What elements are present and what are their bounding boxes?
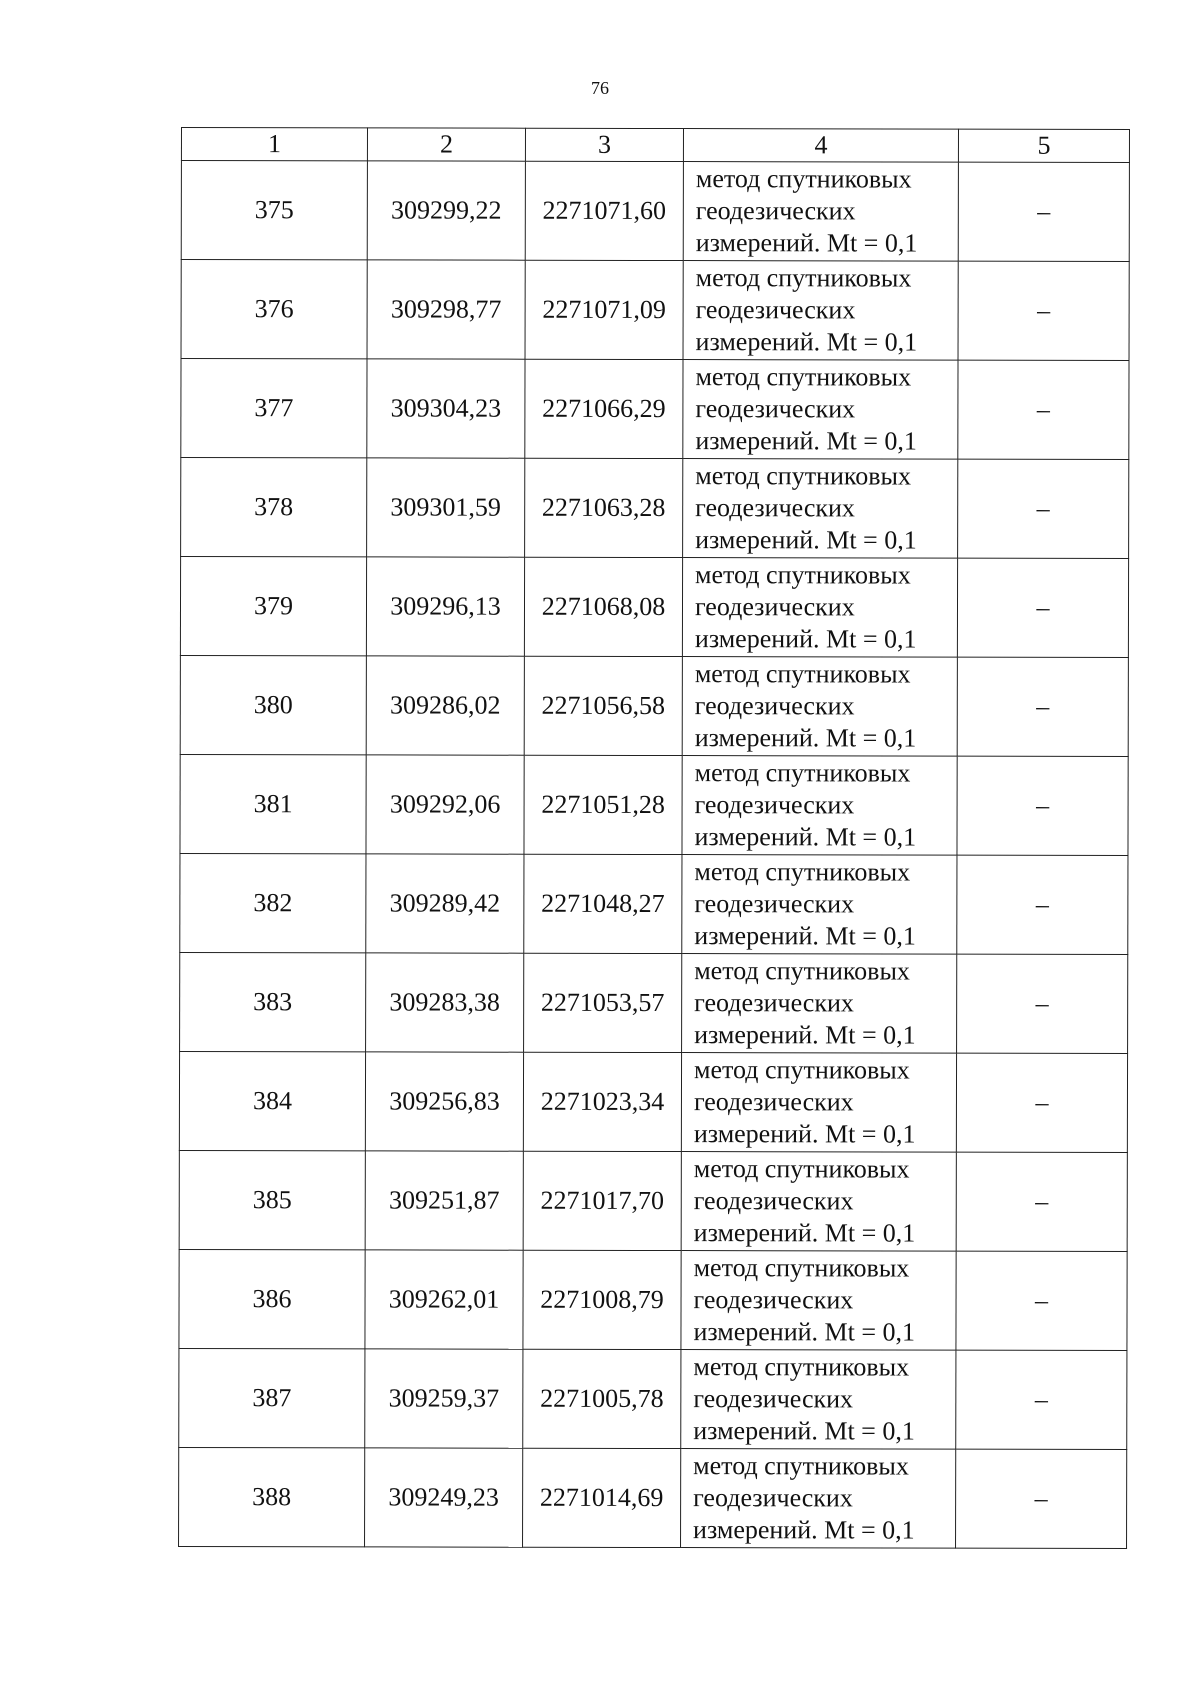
method-line: геодезических bbox=[694, 889, 855, 919]
method-line: измерений. Mt = 0,1 bbox=[693, 1119, 916, 1149]
note-cell: – bbox=[957, 855, 1128, 954]
y-coordinate-cell: 2271014,69 bbox=[523, 1448, 681, 1547]
y-coordinate-cell: 2271068,08 bbox=[524, 557, 682, 656]
header-cell-method: 4 bbox=[683, 129, 958, 163]
method-line: метод спутниковых bbox=[694, 857, 911, 887]
header-cell-y: 3 bbox=[525, 128, 683, 161]
note-cell: – bbox=[957, 756, 1128, 855]
note-cell: – bbox=[957, 558, 1128, 657]
y-coordinate-cell: 2271017,70 bbox=[523, 1151, 681, 1250]
x-coordinate-cell: 309296,13 bbox=[366, 557, 524, 656]
method-line: метод спутниковых bbox=[695, 362, 912, 392]
method-line: метод спутниковых bbox=[693, 1352, 910, 1382]
point-number-cell: 375 bbox=[181, 161, 367, 260]
method-cell bbox=[682, 855, 957, 955]
point-number-cell: 388 bbox=[179, 1447, 365, 1546]
method-line: измерений. Mt = 0,1 bbox=[695, 525, 917, 555]
table-row bbox=[181, 161, 1129, 262]
point-number-cell: 380 bbox=[180, 655, 366, 754]
y-coordinate-cell: 2271051,28 bbox=[524, 755, 682, 854]
table-header bbox=[181, 128, 1129, 163]
note-cell: – bbox=[958, 360, 1129, 459]
point-number-cell: 377 bbox=[181, 359, 367, 458]
method-line: метод спутниковых bbox=[695, 263, 912, 293]
method-line: измерений. Mt = 0,1 bbox=[693, 1317, 916, 1347]
method-line: метод спутниковых bbox=[693, 1253, 910, 1283]
table-row bbox=[180, 952, 1128, 1053]
method-cell bbox=[681, 1350, 956, 1450]
point-number-cell: 384 bbox=[179, 1051, 365, 1150]
method-cell bbox=[681, 1449, 956, 1549]
method-cell bbox=[681, 1053, 956, 1153]
note-cell: – bbox=[957, 954, 1128, 1053]
method-line: метод спутниковых bbox=[693, 1451, 909, 1481]
x-coordinate-cell: 309286,02 bbox=[366, 656, 524, 755]
method-line: метод спутниковых bbox=[695, 461, 912, 491]
table-row bbox=[180, 557, 1128, 658]
note-cell: – bbox=[956, 1449, 1127, 1548]
point-number-cell: 383 bbox=[180, 952, 366, 1051]
point-number-cell: 376 bbox=[181, 260, 367, 359]
x-coordinate-cell: 309301,59 bbox=[367, 458, 525, 557]
method-line: измерений. Mt = 0,1 bbox=[695, 327, 918, 357]
header-row bbox=[181, 128, 1129, 163]
method-cell bbox=[683, 360, 958, 460]
note-cell: – bbox=[956, 1251, 1127, 1350]
method-cell bbox=[682, 954, 957, 1054]
method-line: метод спутниковых bbox=[695, 164, 912, 194]
x-coordinate-cell: 309249,23 bbox=[365, 1448, 523, 1547]
method-cell bbox=[682, 558, 957, 658]
header-cell-x: 2 bbox=[367, 128, 525, 161]
y-coordinate-cell: 2271056,58 bbox=[524, 656, 682, 755]
method-line: геодезических bbox=[695, 394, 856, 424]
method-line: геодезических bbox=[695, 493, 855, 523]
method-cell bbox=[683, 261, 958, 361]
y-coordinate-cell: 2271066,29 bbox=[525, 359, 683, 458]
method-line: геодезических bbox=[694, 592, 855, 622]
x-coordinate-cell: 309251,87 bbox=[365, 1151, 523, 1250]
method-line: измерений. Mt = 0,1 bbox=[694, 723, 917, 753]
y-coordinate-cell: 2271071,09 bbox=[525, 260, 683, 359]
y-coordinate-cell: 2271071,60 bbox=[525, 161, 683, 260]
table-row bbox=[179, 1348, 1127, 1449]
method-line: метод спутниковых bbox=[694, 659, 911, 689]
table-row bbox=[179, 1051, 1127, 1152]
method-line: измерений. Mt = 0,1 bbox=[693, 1218, 916, 1248]
method-line: измерений. Mt = 0,1 bbox=[695, 426, 917, 456]
method-line: измерений. Mt = 0,1 bbox=[694, 921, 916, 951]
header-cell-note: 5 bbox=[958, 129, 1129, 162]
method-cell bbox=[682, 657, 957, 757]
table-row bbox=[179, 1150, 1127, 1251]
method-line: геодезических bbox=[695, 196, 856, 226]
method-cell bbox=[683, 162, 958, 262]
x-coordinate-cell: 309256,83 bbox=[365, 1052, 523, 1151]
x-coordinate-cell: 309289,42 bbox=[366, 854, 524, 953]
method-line: геодезических bbox=[695, 295, 856, 325]
note-cell: – bbox=[958, 459, 1129, 558]
method-line: метод спутниковых bbox=[694, 758, 911, 788]
point-number-cell: 386 bbox=[179, 1249, 365, 1348]
method-line: геодезических bbox=[694, 988, 854, 1018]
method-line: измерений. Mt = 0,1 bbox=[694, 1020, 916, 1050]
point-number-cell: 381 bbox=[180, 754, 366, 853]
table-row bbox=[180, 754, 1128, 855]
table-row bbox=[181, 260, 1129, 361]
x-coordinate-cell: 309262,01 bbox=[365, 1250, 523, 1349]
table-row bbox=[180, 655, 1128, 756]
point-number-cell: 382 bbox=[180, 853, 366, 952]
table-row bbox=[180, 853, 1128, 954]
coordinates-table bbox=[178, 127, 1130, 1549]
method-line: геодезических bbox=[694, 691, 855, 721]
method-line: измерений. Mt = 0,1 bbox=[695, 228, 918, 258]
method-line: метод спутниковых bbox=[693, 1154, 910, 1184]
method-line: геодезических bbox=[693, 1285, 854, 1315]
note-cell: – bbox=[956, 1053, 1127, 1152]
point-number-cell: 387 bbox=[179, 1348, 365, 1447]
y-coordinate-cell: 2271023,34 bbox=[523, 1052, 681, 1151]
note-cell: – bbox=[956, 1350, 1127, 1449]
x-coordinate-cell: 309298,77 bbox=[367, 260, 525, 359]
method-line: геодезических bbox=[693, 1087, 854, 1117]
note-cell: – bbox=[956, 1152, 1127, 1251]
y-coordinate-cell: 2271008,79 bbox=[523, 1250, 681, 1349]
page-number: 76 bbox=[591, 78, 609, 98]
note-cell: – bbox=[958, 162, 1129, 261]
method-line: геодезических bbox=[694, 790, 855, 820]
x-coordinate-cell: 309283,38 bbox=[366, 953, 524, 1052]
y-coordinate-cell: 2271005,78 bbox=[523, 1349, 681, 1448]
table-body bbox=[179, 161, 1130, 1549]
method-line: геодезических bbox=[693, 1384, 854, 1414]
x-coordinate-cell: 309292,06 bbox=[366, 755, 524, 854]
method-line: метод спутниковых bbox=[694, 956, 910, 986]
method-line: измерений. Mt = 0,1 bbox=[694, 822, 917, 852]
note-cell: – bbox=[958, 261, 1129, 360]
method-line: измерений. Mt = 0,1 bbox=[693, 1515, 915, 1545]
method-cell bbox=[681, 1251, 956, 1351]
y-coordinate-cell: 2271048,27 bbox=[524, 854, 682, 953]
table-row bbox=[181, 359, 1129, 460]
y-coordinate-cell: 2271063,28 bbox=[525, 458, 683, 557]
method-line: геодезических bbox=[693, 1483, 853, 1513]
method-line: метод спутниковых bbox=[695, 560, 911, 590]
point-number-cell: 385 bbox=[179, 1150, 365, 1249]
method-cell bbox=[681, 1152, 956, 1252]
point-number-cell: 378 bbox=[181, 458, 367, 557]
method-line: метод спутниковых bbox=[693, 1055, 910, 1085]
method-line: измерений. Mt = 0,1 bbox=[694, 624, 917, 654]
table-row bbox=[181, 458, 1129, 559]
header-cell-point: 1 bbox=[181, 128, 367, 161]
table-row bbox=[179, 1447, 1127, 1548]
method-cell bbox=[683, 459, 958, 559]
method-cell bbox=[682, 756, 957, 856]
x-coordinate-cell: 309299,22 bbox=[367, 161, 525, 260]
method-line: геодезических bbox=[693, 1186, 854, 1216]
x-coordinate-cell: 309259,37 bbox=[365, 1349, 523, 1448]
method-line: измерений. Mt = 0,1 bbox=[693, 1416, 915, 1446]
table-row bbox=[179, 1249, 1127, 1350]
note-cell: – bbox=[957, 657, 1128, 756]
x-coordinate-cell: 309304,23 bbox=[367, 359, 525, 458]
y-coordinate-cell: 2271053,57 bbox=[524, 953, 682, 1052]
point-number-cell: 379 bbox=[180, 557, 366, 656]
